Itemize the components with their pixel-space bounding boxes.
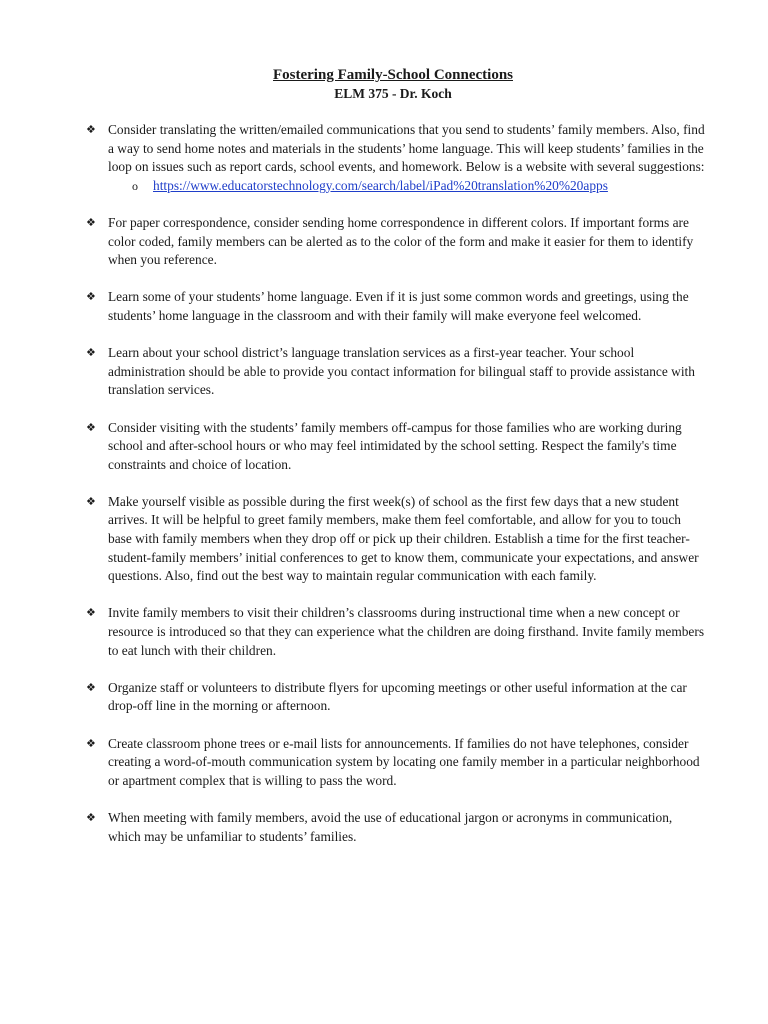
diamond-bullet-icon: ❖	[86, 810, 96, 824]
document-title: Fostering Family-School Connections	[273, 67, 513, 83]
circle-bullet-icon: o	[132, 178, 138, 193]
diamond-bullet-icon: ❖	[86, 215, 96, 229]
list-item-text: For paper correspondence, consider sending home correspondence in different colors. If important forms are color coded, family members can be alerted as to the color of the form and make it easier for them to identify when you reference.	[108, 214, 694, 268]
list-item	[86, 679, 708, 716]
diamond-bullet-icon: ❖	[86, 346, 96, 360]
list-item	[86, 735, 708, 791]
sub-list	[108, 177, 708, 196]
list-item	[86, 419, 708, 475]
translation-apps-link[interactable]: https://www.educatorstechnology.com/search/label/iPad%20translation%20%20apps	[153, 177, 608, 193]
diamond-bullet-icon: ❖	[86, 736, 96, 750]
list-item	[86, 493, 708, 586]
list-item-text: Learn some of your students’ home language. Even if it is just some common words and greetings, using the students’ home language in the classroom and with their family will make everyone feel welcomed.	[108, 289, 689, 323]
list-item-text: Make yourself visible as possible during the first week(s) of school as the first few days that a new student arrives. It will be helpful to greet family members, make them feel comfortable, and allow for you to touch base with family members when they drop off or pick up their children. Establish a time for the first teacher-student-family members’ initial conferences to get to know them, communicate your expectations, and answer questions. Also, find out the best way to maintain regular communication with each family.	[108, 493, 699, 584]
list-item-text: Consider visiting with the students’ family members off-campus for those families who are working during school and after-school hours or who may feel intimidated by the school setting. Respect the family's time constraints and choice of location.	[108, 419, 682, 472]
list-item-text: Consider translating the written/emailed communications that you send to students’ family members. Also, find a way to send home notes and materials in the students’ home language. This will keep students’ families in the loop on issues such as report cards, school events, and homework. Below is a website with several suggestions:	[108, 122, 705, 175]
list-item-text: Invite family members to visit their children’s classrooms during instructional time when a new concept or resource is introduced so that they can experience what the children are doing firsthand. Invite family members to eat lunch with their children.	[108, 605, 705, 658]
diamond-bullet-icon: ❖	[86, 420, 96, 434]
list-item-text: Organize staff or volunteers to distribute flyers for upcoming meetings or other useful information at the car drop-off line in the morning or afternoon.	[108, 679, 687, 714]
list-item	[86, 344, 708, 400]
list-item	[86, 288, 708, 325]
diamond-bullet-icon: ❖	[86, 290, 96, 304]
tips-list	[86, 121, 708, 846]
diamond-bullet-icon: ❖	[86, 606, 96, 620]
document-subtitle: ELM 375 - Dr. Koch	[334, 86, 452, 101]
list-item	[86, 121, 708, 195]
list-item-text: When meeting with family members, avoid the use of educational jargon or acronyms in communication, which may be unfamiliar to students’ families.	[108, 809, 673, 844]
list-item-text: Create classroom phone trees or e-mail lists for announcements. If families do not have telephones, consider creating a word-of-mouth communication system by locating one family member in a particular neighborhood or apartment complex that is willing to pass the word.	[108, 735, 700, 788]
list-item	[86, 604, 708, 660]
diamond-bullet-icon: ❖	[86, 123, 96, 136]
sub-list-item	[108, 177, 708, 196]
list-item	[86, 214, 708, 270]
list-item-text: Learn about your school district’s language translation services as a first-year teacher. Your school administration should be able to provide you contact information for bilingual staff to provide assistance with translation services.	[108, 345, 695, 398]
diamond-bullet-icon: ❖	[86, 680, 96, 694]
diamond-bullet-icon: ❖	[86, 494, 96, 508]
list-item	[86, 809, 708, 846]
